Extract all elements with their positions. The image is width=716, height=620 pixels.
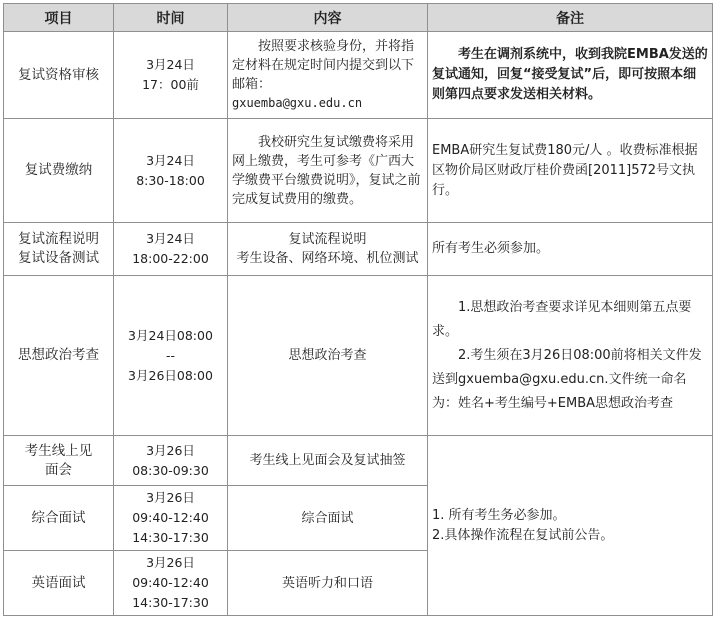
schedule-table: [3, 3, 713, 616]
remark-cell: 考生在调剂系统中，收到我院EMBA发送的复试通知，回复“接受复试”后，即可按照本细则第四点要求发送相关材料。: [428, 32, 713, 119]
content-cell: 综合面试: [228, 486, 428, 551]
remark-paragraph: 1.思想政治考查要求详见本细则第五点要求。: [432, 299, 692, 339]
time-cell: [114, 276, 228, 436]
header-time: 时间: [114, 4, 228, 32]
content-cell: 英语听力和口语: [228, 551, 428, 616]
project-cell: [4, 223, 114, 276]
time-range: 09:40-12:40: [132, 510, 209, 525]
shared-remark-line: 2.具体操作流程在复试前公告。: [432, 527, 614, 543]
time-date: 3月26日: [146, 490, 195, 505]
time-separator: --: [165, 347, 176, 363]
header-row: [4, 4, 713, 32]
content-cell: 思想政治考查: [228, 276, 428, 436]
time-range: 08:30-09:30: [132, 462, 209, 478]
content-cell: 我校研究生复试缴费将采用网上缴费，考生可参考《广西大学缴费平台缴费说明》，复试之前完成复试费用的缴费。: [228, 119, 428, 223]
remark-cell: EMBA研究生复试费180元/人 。收费标准根据区物价局区财政厅桂价费函[2011]572号文执行。: [428, 119, 713, 223]
time-cell: [114, 436, 228, 486]
project-cell: 英语面试: [4, 551, 114, 616]
project-cell: 复试费缴纳: [4, 119, 114, 223]
time-cell: [114, 223, 228, 276]
table-row: [4, 32, 713, 119]
project-line: 复试设备测试: [18, 250, 99, 266]
remark-cell: [428, 276, 713, 436]
time-date: 3月24日: [146, 231, 195, 246]
time-range: 14:30-17:30: [132, 530, 209, 545]
content-cell: [228, 223, 428, 276]
time-date: 3月24日: [146, 57, 195, 72]
header-remarks: 备注: [428, 4, 713, 32]
table-row: [4, 276, 713, 436]
content-email: gxuemba@gxu.edu.cn: [232, 96, 363, 110]
time-cell: [114, 486, 228, 551]
content-cell: 考生线上见面会及复试抽签: [228, 436, 428, 486]
header-project: 项目: [4, 4, 114, 32]
project-line: 复试流程说明: [18, 231, 99, 247]
time-range: 18:00-22:00: [132, 251, 209, 266]
time-date: 3月24日: [146, 152, 195, 168]
table-row: [4, 436, 713, 486]
time-range: 14:30-17:30: [132, 595, 209, 610]
time-cell: [114, 32, 228, 119]
time-range: 8:30-18:00: [136, 172, 205, 188]
remark-paragraph: 2.考生须在3月26日08:00前将相关文件发送到gxuemba@gxu.edu.cn.文件统一命名为：姓名+考生编号+EMBA思想政治考查: [432, 347, 702, 411]
time-date: 3月26日: [146, 555, 195, 570]
content-line: 考生设备、网络环境、机位测试: [236, 251, 419, 266]
shared-remark-cell: [428, 436, 713, 616]
project-cell: 综合面试: [4, 486, 114, 551]
time-cell: [114, 119, 228, 223]
time-range: 09:40-12:40: [132, 575, 209, 590]
shared-remark-line: 1. 所有考生务必参加。: [432, 507, 566, 523]
remark-cell: 所有考生必须参加。: [428, 223, 713, 276]
content-text: 按照要求核验身份，并将指定材料在规定时间内提交到以下邮箱：: [232, 39, 415, 92]
project-cell: 考生线上见面会: [4, 436, 114, 486]
time-range: 17：00前: [142, 77, 199, 92]
project-cell: 复试资格审核: [4, 32, 114, 119]
time-cell: [114, 551, 228, 616]
content-cell: [228, 32, 428, 119]
header-content: 内容: [228, 4, 428, 32]
table-row: [4, 223, 713, 276]
table-row: [4, 119, 713, 223]
time-end: 3月26日08:00: [128, 367, 213, 383]
time-start: 3月24日08:00: [128, 327, 213, 343]
content-line: 复试流程说明: [288, 232, 367, 247]
time-date: 3月26日: [146, 442, 195, 458]
project-cell: 思想政治考查: [4, 276, 114, 436]
